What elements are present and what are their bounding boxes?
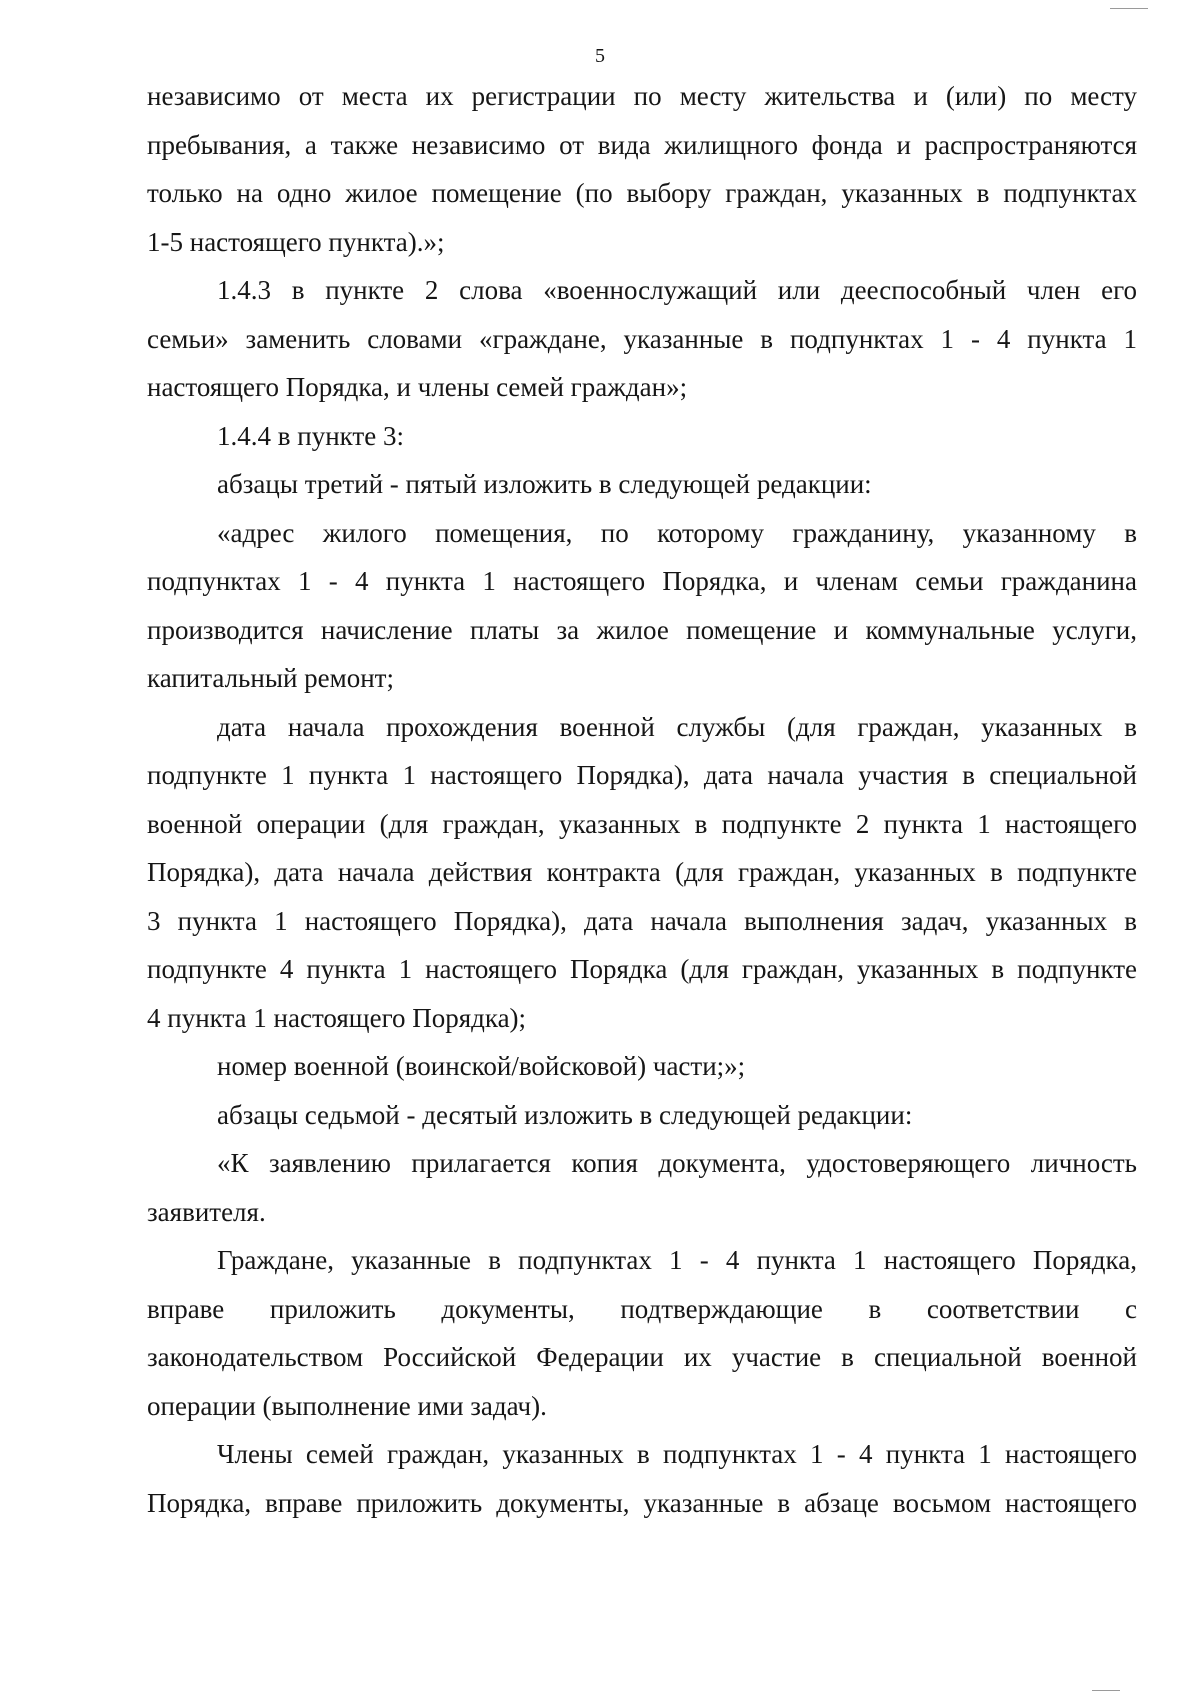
text-line: операции (выполнение ими задач). — [147, 1390, 547, 1421]
text-line: 1.4.4 в пункте 3: — [217, 420, 404, 451]
text-line: подпункте 4 пункта 1 настоящего Порядка (для граждан, указанных в подпункте — [147, 954, 1137, 984]
text-line: подпункте 1 пункта 1 настоящего Порядка), дата начала участия в специальной — [147, 760, 1137, 790]
scan-artifact — [1110, 8, 1148, 9]
text-line: «адрес жилого помещения, по которому гражданину, указанному в — [217, 517, 1137, 548]
text-line: законодательством Российской Федерации их участие в специальной военной — [147, 1342, 1137, 1372]
page-number: 5 — [595, 45, 605, 67]
text-line: капитальный ремонт; — [147, 663, 394, 693]
text-line: только на одно жилое помещение (по выбору граждан, указанных в подпунктах — [147, 178, 1137, 208]
scan-artifact — [1092, 1690, 1120, 1691]
text-line: абзацы седьмой - десятый изложить в следующей редакции: — [217, 1099, 913, 1130]
text-line: семьи» заменить словами «граждане, указанные в подпунктах 1 - 4 пункта 1 — [147, 323, 1137, 354]
text-line: военной операции (для граждан, указанных в подпункте 2 пункта 1 настоящего — [147, 808, 1137, 839]
text-line: номер военной (воинской/войсковой) части;»; — [217, 1051, 746, 1081]
text-line: 4 пункта 1 настоящего Порядка); — [147, 1002, 527, 1033]
text-line: Члены семей граждан, указанных в подпунктах 1 - 4 пункта 1 настоящего — [217, 1439, 1137, 1469]
text-line: Порядка, вправе приложить документы, указанные в абзаце восьмом настоящего — [147, 1487, 1137, 1518]
document-body — [147, 72, 1137, 1527]
text-line: настоящего Порядка, и члены семей граждан»; — [147, 372, 688, 402]
text-line: 3 пункта 1 настоящего Порядка), дата начала выполнения задач, указанных в — [147, 905, 1137, 936]
text-line: 1-5 настоящего пункта).»; — [147, 226, 445, 257]
text-line: вправе приложить документы, подтверждающие в соответствии с — [147, 1293, 1137, 1324]
text-line: производится начисление платы за жилое помещение и коммунальные услуги, — [147, 614, 1137, 645]
text-line: Порядка), дата начала действия контракта (для граждан, указанных в подпункте — [147, 857, 1137, 887]
text-line: подпунктах 1 - 4 пункта 1 настоящего Порядка, и членам семьи гражданина — [147, 566, 1137, 596]
text-line: пребывания, а также независимо от вида жилищного фонда и распространяются — [147, 129, 1137, 160]
text-line: Граждане, указанные в подпунктах 1 - 4 пункта 1 настоящего Порядка, — [217, 1245, 1137, 1275]
text-line: независимо от места их регистрации по месту жительства и (или) по месту — [147, 81, 1137, 111]
text-line: заявителя. — [147, 1196, 266, 1227]
text-line: «К заявлению прилагается копия документа, удостоверяющего личность — [217, 1148, 1137, 1178]
text-line: 1.4.3 в пункте 2 слова «военнослужащий или дееспособный член его — [217, 275, 1137, 305]
text-line: дата начала прохождения военной службы (для граждан, указанных в — [217, 711, 1137, 742]
text-line: абзацы третий - пятый изложить в следующей редакции: — [217, 469, 872, 499]
